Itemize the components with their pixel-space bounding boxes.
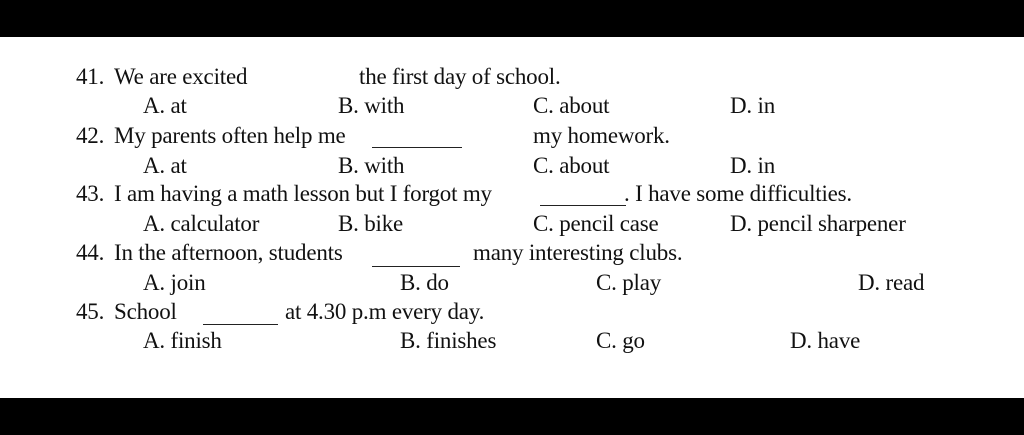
option-b: B. bike [338, 211, 404, 236]
top-black-bar [0, 0, 1024, 37]
question-stem-end: at 4.30 p.m every day. [285, 299, 485, 324]
answer-blank [372, 147, 462, 148]
option-c: C. about [533, 153, 610, 178]
question-number: 43. [76, 181, 105, 206]
question-number: 44. [76, 240, 105, 265]
question-stem-start: I am having a math lesson but I forgot my [114, 181, 492, 206]
option-a: A. calculator [143, 211, 260, 236]
question-number: 45. [76, 299, 105, 324]
answer-blank [372, 266, 460, 267]
option-d: D. read [858, 270, 925, 295]
question-stem-start: We are excited [114, 64, 248, 89]
option-c: C. pencil case [533, 211, 659, 236]
question-stem-start: My parents often help me [114, 123, 346, 148]
question-stem-end: many interesting clubs. [473, 240, 683, 265]
question-stem-end: the first day of school. [359, 64, 561, 89]
option-c: C. play [596, 270, 662, 295]
option-b: B. do [400, 270, 449, 295]
option-b: B. with [338, 93, 405, 118]
question-stem-start: In the afternoon, students [114, 240, 343, 265]
bottom-black-bar [0, 398, 1024, 435]
question-stem-start: School [114, 299, 177, 324]
answer-blank [203, 324, 278, 325]
question-number: 41. [76, 64, 105, 89]
answer-blank [540, 205, 626, 206]
option-a: A. finish [143, 328, 222, 353]
option-c: C. go [596, 328, 645, 353]
question-stem-end: . I have some difficulties. [624, 181, 852, 206]
worksheet-page [0, 37, 1024, 398]
option-d: D. pencil sharpener [730, 211, 906, 236]
option-a: A. at [143, 153, 187, 178]
option-d: D. in [730, 93, 776, 118]
option-a: A. join [143, 270, 206, 295]
question-stem-end: my homework. [533, 123, 670, 148]
option-b: B. finishes [400, 328, 497, 353]
option-d: D. in [730, 153, 776, 178]
option-d: D. have [790, 328, 861, 353]
option-c: C. about [533, 93, 610, 118]
option-a: A. at [143, 93, 187, 118]
option-b: B. with [338, 153, 405, 178]
question-number: 42. [76, 123, 105, 148]
